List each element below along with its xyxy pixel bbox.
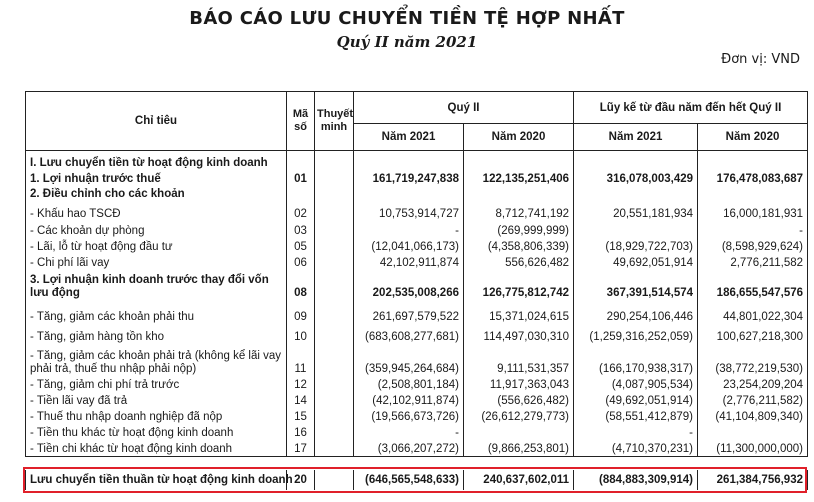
row-note xyxy=(315,170,354,186)
row-label: - Các khoản dự phòng xyxy=(26,221,287,238)
row-code: 03 xyxy=(287,221,315,238)
row-note xyxy=(315,408,354,424)
header-luy-ke: Lũy kế từ đầu năm đến hết Quý II xyxy=(574,92,808,124)
row-q2020: 11,917,363,043 xyxy=(464,376,574,392)
table-row xyxy=(26,324,808,344)
row-q2021: 10,753,914,727 xyxy=(354,201,464,221)
row-q2020: 122,135,251,406 xyxy=(464,170,574,186)
header-chi-tieu: Chỉ tiêu xyxy=(26,92,287,151)
row-l2020: 44,801,022,304 xyxy=(698,300,808,324)
table-row xyxy=(26,170,808,186)
table-row xyxy=(26,300,808,324)
row-label: I. Lưu chuyển tiền từ hoạt động kinh doanh xyxy=(26,151,287,171)
row-q2020: 8,712,741,192 xyxy=(464,201,574,221)
row-q2021 xyxy=(354,151,464,171)
row-l2021: (49,692,051,914) xyxy=(574,392,698,408)
row-code: 14 xyxy=(287,392,315,408)
row-l2020: 100,627,218,300 xyxy=(698,324,808,344)
row-note xyxy=(315,376,354,392)
table-row xyxy=(26,376,808,392)
total-l2020: 261,384,756,932 xyxy=(698,470,808,490)
row-label: - Tăng, giảm các khoản phải thu xyxy=(26,300,287,324)
row-note xyxy=(315,424,354,440)
row-q2021: (2,508,801,184) xyxy=(354,376,464,392)
row-l2020: (41,104,809,340) xyxy=(698,408,808,424)
row-q2020 xyxy=(464,186,574,201)
row-code xyxy=(287,186,315,201)
row-code: 12 xyxy=(287,376,315,392)
row-note xyxy=(315,201,354,221)
row-label: 1. Lợi nhuận trước thuế xyxy=(26,170,287,186)
report-title: BÁO CÁO LƯU CHUYỂN TIỀN TỆ HỢP NHẤT xyxy=(189,8,625,29)
row-label: - Thuế thu nhập doanh nghiệp đã nộp xyxy=(26,408,287,424)
table-row xyxy=(26,221,808,238)
row-note xyxy=(315,300,354,324)
row-label: - Tiền thu khác từ hoạt động kinh doanh xyxy=(26,424,287,440)
row-l2021: (166,170,938,317) xyxy=(574,344,698,376)
row-l2020: (8,598,929,624) xyxy=(698,238,808,254)
row-l2021: 49,692,051,914 xyxy=(574,254,698,270)
row-l2020: (11,300,000,000) xyxy=(698,440,808,456)
total-l2021: (884,883,309,914) xyxy=(574,470,698,490)
row-l2020: 176,478,083,687 xyxy=(698,170,808,186)
row-note xyxy=(315,270,354,300)
row-code: 10 xyxy=(287,324,315,344)
row-l2020: 23,254,209,204 xyxy=(698,376,808,392)
header-q-2021: Năm 2021 xyxy=(354,124,464,151)
header-quy: Quý II xyxy=(354,92,574,124)
row-q2021: 261,697,579,522 xyxy=(354,300,464,324)
row-q2021: - xyxy=(354,424,464,440)
row-label: 3. Lợi nhuận kinh doanh trước thay đổi vốn lưu động xyxy=(26,270,287,300)
row-code: 01 xyxy=(287,170,315,186)
row-q2020: 126,775,812,742 xyxy=(464,270,574,300)
row-l2021 xyxy=(574,186,698,201)
table-row xyxy=(26,186,808,201)
table-row xyxy=(26,440,808,456)
row-l2021: (18,929,722,703) xyxy=(574,238,698,254)
row-note xyxy=(315,324,354,344)
header-ma-so: Mã số xyxy=(287,92,315,151)
row-code: 17 xyxy=(287,440,315,456)
row-l2021: 367,391,514,574 xyxy=(574,270,698,300)
row-note xyxy=(315,440,354,456)
row-q2020: 556,626,482 xyxy=(464,254,574,270)
row-code: 11 xyxy=(287,344,315,376)
row-q2021: - xyxy=(354,221,464,238)
row-label: - Tiền lãi vay đã trả xyxy=(26,392,287,408)
total-row-table xyxy=(25,470,808,490)
report-subtitle: Quý II năm 2021 xyxy=(336,33,478,51)
row-l2020 xyxy=(698,424,808,440)
row-l2021: (4,710,370,231) xyxy=(574,440,698,456)
row-code: 08 xyxy=(287,270,315,300)
header-thuyet-minh: Thuyết minh xyxy=(315,92,354,151)
row-l2021: (1,259,316,252,059) xyxy=(574,324,698,344)
table-row xyxy=(26,151,808,171)
row-l2021: 290,254,106,446 xyxy=(574,300,698,324)
row-note xyxy=(315,151,354,171)
total-note xyxy=(315,470,354,490)
row-code: 06 xyxy=(287,254,315,270)
row-q2021: 42,102,911,874 xyxy=(354,254,464,270)
row-code: 09 xyxy=(287,300,315,324)
row-label: 2. Điều chỉnh cho các khoản xyxy=(26,186,287,201)
row-q2021: (359,945,264,684) xyxy=(354,344,464,376)
row-q2021: (683,608,277,681) xyxy=(354,324,464,344)
row-code: 02 xyxy=(287,201,315,221)
row-q2020 xyxy=(464,424,574,440)
row-l2020 xyxy=(698,186,808,201)
row-q2020: 15,371,024,615 xyxy=(464,300,574,324)
row-label: - Chi phí lãi vay xyxy=(26,254,287,270)
table-row xyxy=(26,392,808,408)
row-l2020: (38,772,219,530) xyxy=(698,344,808,376)
row-l2020: (2,776,211,582) xyxy=(698,392,808,408)
row-l2021: 316,078,003,429 xyxy=(574,170,698,186)
row-label: - Tiền chi khác từ hoạt động kinh doanh xyxy=(26,440,287,456)
currency-unit: Đơn vị: VND xyxy=(721,52,800,67)
row-l2020: - xyxy=(698,221,808,238)
header-l-2020: Năm 2020 xyxy=(698,124,808,151)
row-q2020: 114,497,030,310 xyxy=(464,324,574,344)
row-label: - Tăng, giảm các khoản phải trả (không kể lãi vay phải trả, thuế thu nhập phải nộp) xyxy=(26,344,287,376)
row-note xyxy=(315,392,354,408)
row-note xyxy=(315,186,354,201)
row-note xyxy=(315,238,354,254)
row-l2021 xyxy=(574,151,698,171)
total-q2021: (646,565,548,633) xyxy=(354,470,464,490)
row-l2021: 20,551,181,934 xyxy=(574,201,698,221)
row-l2021: (4,087,905,534) xyxy=(574,376,698,392)
row-label: - Tăng, giảm chi phí trả trước xyxy=(26,376,287,392)
row-l2021: - xyxy=(574,424,698,440)
row-label: - Lãi, lỗ từ hoạt động đầu tư xyxy=(26,238,287,254)
total-row xyxy=(26,470,808,490)
row-code: 05 xyxy=(287,238,315,254)
row-l2020: 186,655,547,576 xyxy=(698,270,808,300)
row-q2021: (12,041,066,173) xyxy=(354,238,464,254)
row-note xyxy=(315,254,354,270)
row-q2020: (556,626,482) xyxy=(464,392,574,408)
row-label: - Tăng, giảm hàng tồn kho xyxy=(26,324,287,344)
row-q2020: (269,999,999) xyxy=(464,221,574,238)
row-q2020: (26,612,279,773) xyxy=(464,408,574,424)
row-q2021: (42,102,911,874) xyxy=(354,392,464,408)
header-l-2021: Năm 2021 xyxy=(574,124,698,151)
row-q2020: (9,866,253,801) xyxy=(464,440,574,456)
row-l2020 xyxy=(698,151,808,171)
row-q2020: 9,111,531,357 xyxy=(464,344,574,376)
row-q2021 xyxy=(354,186,464,201)
table-row xyxy=(26,238,808,254)
row-q2021: 161,719,247,838 xyxy=(354,170,464,186)
table-row xyxy=(26,344,808,376)
table-row xyxy=(26,254,808,270)
table-row xyxy=(26,408,808,424)
row-note xyxy=(315,221,354,238)
row-code: 15 xyxy=(287,408,315,424)
total-label: Lưu chuyển tiền thuần từ hoạt động kinh doanh xyxy=(26,470,287,490)
total-q2020: 240,637,602,011 xyxy=(464,470,574,490)
header-q-2020: Năm 2020 xyxy=(464,124,574,151)
table-row xyxy=(26,201,808,221)
row-l2021 xyxy=(574,221,698,238)
row-l2020: 16,000,181,931 xyxy=(698,201,808,221)
row-q2021: 202,535,008,266 xyxy=(354,270,464,300)
row-l2020: 2,776,211,582 xyxy=(698,254,808,270)
row-q2021: (19,566,673,726) xyxy=(354,408,464,424)
cash-flow-table xyxy=(25,91,808,457)
table-row xyxy=(26,424,808,440)
row-q2020 xyxy=(464,151,574,171)
row-code: 16 xyxy=(287,424,315,440)
row-q2021: (3,066,207,272) xyxy=(354,440,464,456)
row-code xyxy=(287,151,315,171)
table-row xyxy=(26,270,808,300)
row-q2020: (4,358,806,339) xyxy=(464,238,574,254)
row-note xyxy=(315,344,354,376)
total-code: 20 xyxy=(287,470,315,490)
row-l2021: (58,551,412,879) xyxy=(574,408,698,424)
row-label: - Khấu hao TSCĐ xyxy=(26,201,287,221)
